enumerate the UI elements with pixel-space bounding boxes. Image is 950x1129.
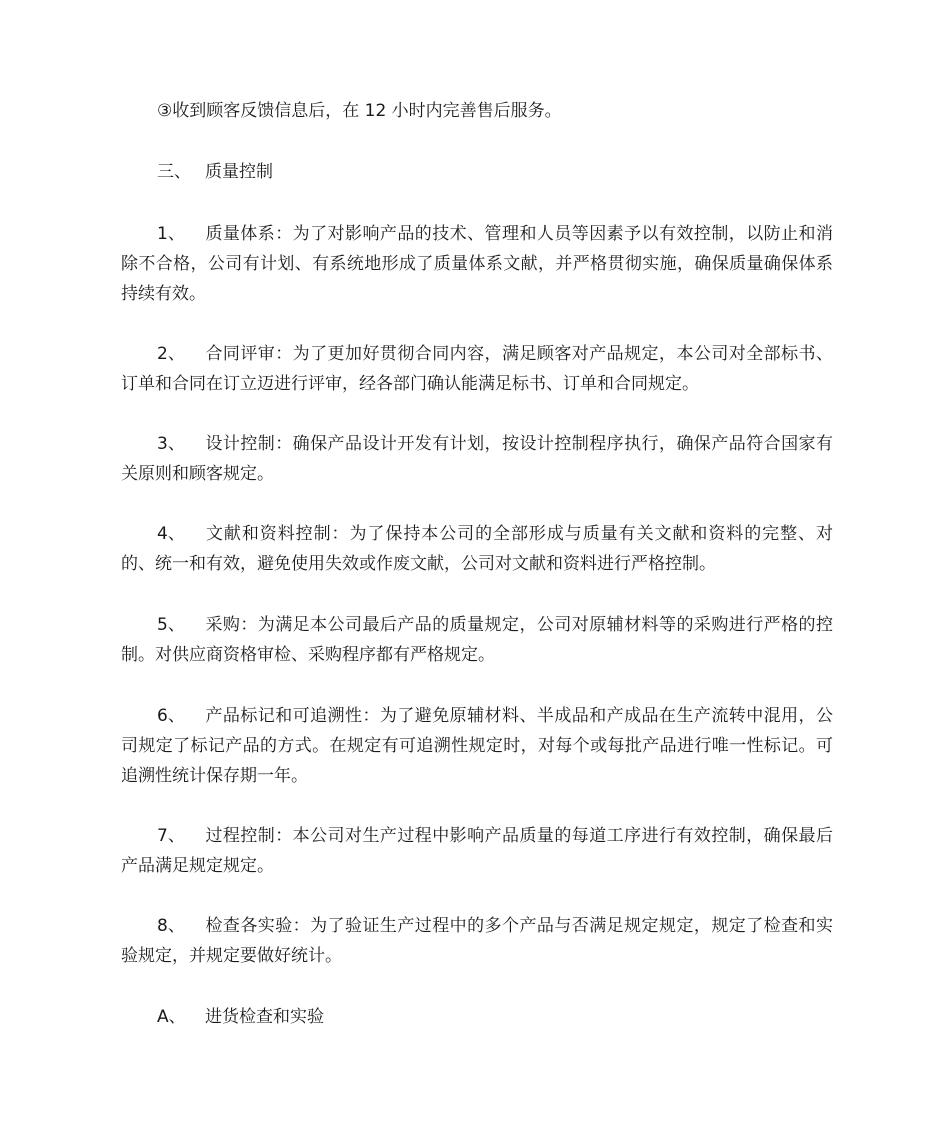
paragraph-document-control: [121, 519, 833, 579]
item-number: 5、: [157, 615, 185, 635]
paragraph-purchasing: [121, 610, 833, 670]
section-heading-quality-control: [121, 157, 833, 187]
paragraph-after-sales: [121, 96, 833, 126]
paragraph-text: 产品标记和可追溯性：为了避免原辅材料、半成品和产成品在生产流转中混用，公司规定了标记产品的方式。在规定有可追溯性规定时，对每个或每批产品进行唯一性标记。可追溯性统计保存期一年。: [121, 706, 833, 786]
paragraph-design-control: [121, 429, 833, 489]
item-number: 4、: [157, 524, 185, 544]
section-number: 三、: [157, 162, 191, 182]
item-number: 7、: [157, 826, 185, 846]
paragraph-text: 质量体系：为了对影响产品的技术、管理和人员等因素予以有效控制，以防止和消除不合格，公司有计划、有系统地形成了质量体系文献，并严格贯彻实施，确保质量确保体系持续有效。: [121, 224, 833, 304]
paragraph-process-control: [121, 821, 833, 881]
subheading-incoming-inspection: [121, 1002, 833, 1032]
paragraph-text: 采购：为满足本公司最后产品的质量规定，公司对原辅材料等的采购进行严格的控制。对供应商资格审检、采购程序都有严格规定。: [121, 615, 833, 665]
item-number: A、: [157, 1007, 186, 1027]
paragraph-text: 过程控制：本公司对生产过程中影响产品质量的每道工序进行有效控制，确保最后产品满足规定规定。: [121, 826, 833, 876]
paragraph-contract-review: [121, 339, 833, 399]
item-number: 6、: [157, 706, 185, 726]
paragraph-inspection-testing: [121, 911, 833, 971]
paragraph-text: ③收到顾客反馈信息后，在 12 小时内完善售后服务。: [157, 101, 562, 121]
subheading-text: 进货检查和实验: [205, 1007, 324, 1027]
item-number: 1、: [157, 224, 185, 244]
section-title: 质量控制: [205, 162, 273, 182]
paragraph-traceability: [121, 701, 833, 791]
item-number: 2、: [157, 344, 185, 364]
paragraph-text: 合同评审：为了更加好贯彻合同内容，满足顾客对产品规定，本公司对全部标书、订单和合同在订立迈进行评审，经各部门确认能满足标书、订单和合同规定。: [121, 344, 833, 394]
paragraph-text: 检查各实验：为了验证生产过程中的多个产品与否满足规定规定，规定了检查和实验规定，并规定要做好统计。: [121, 916, 833, 966]
paragraph-text: 设计控制：确保产品设计开发有计划，按设计控制程序执行，确保产品符合国家有关原则和顾客规定。: [121, 434, 833, 484]
item-number: 3、: [157, 434, 185, 454]
paragraph-quality-system: [121, 219, 833, 309]
item-number: 8、: [157, 916, 185, 936]
paragraph-text: 文献和资料控制：为了保持本公司的全部形成与质量有关文献和资料的完整、对的、统一和有效，避免使用失效或作废文献，公司对文献和资料进行严格控制。: [121, 524, 833, 574]
